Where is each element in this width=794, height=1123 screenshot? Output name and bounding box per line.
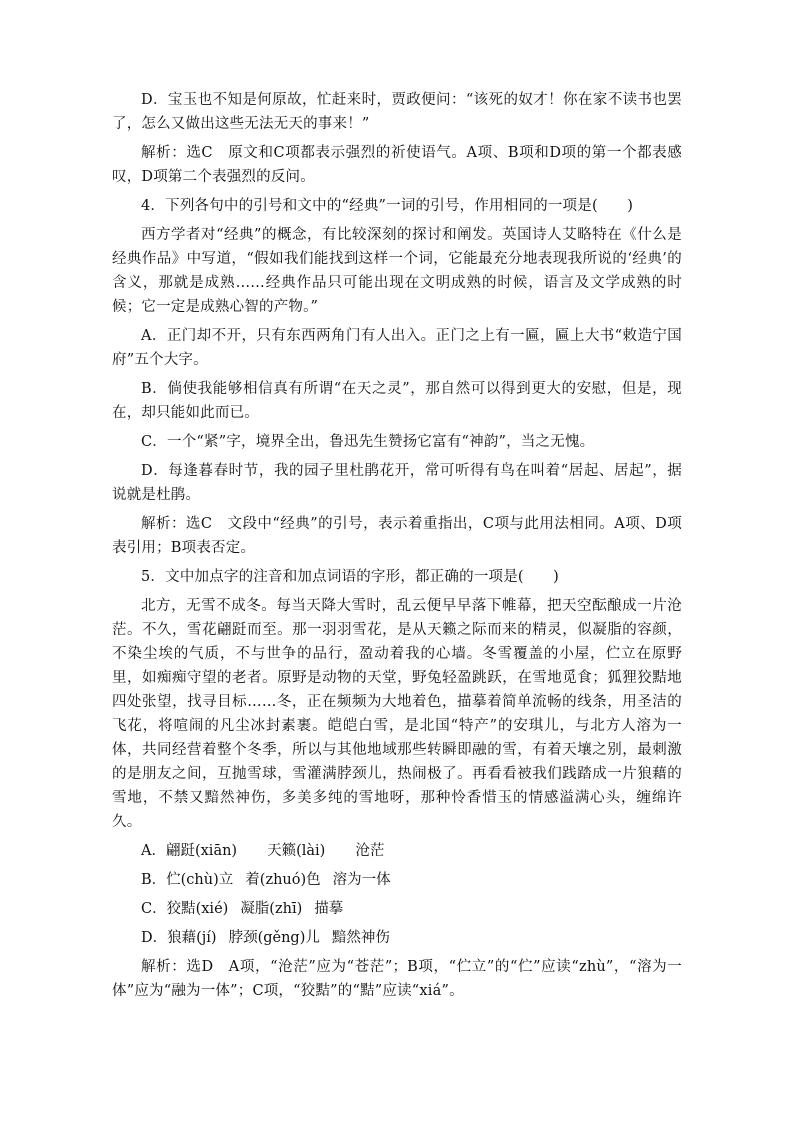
q4-option-a: A．正门却不开，只有东西两角门有人出入。正门之上有一匾，匾上大书“敕造宁国府”五个大字。 <box>112 328 682 368</box>
q4-passage: 西方学者对“经典”的概念，有比较深刻的探讨和阐发。英国诗人艾略特在《什么是经典作品》中写道，“假如我们能找到这样一个词，它能最充分地表现我所说的‘经典’的含义，那就是成熟……经典作品只可能出现在文明成熟的时候，语言及文学成熟的时候；它一定是成熟心智的产物。” <box>112 227 682 315</box>
q3-analysis: 解析：选C 原文和C项都表示强烈的祈使语气。A项、B项和D项的第一个都表感叹，D项第二个表强烈的反问。 <box>112 145 682 185</box>
q4-option-c: C．一个“紧”字，境界全出，鲁迅先生赞扬它富有“神韵”，当之无愧。 <box>141 434 595 450</box>
q5-option-a <box>112 839 682 863</box>
q5-option-a-2: 天籁(lài) <box>267 843 326 859</box>
q3-option-d: D．宝玉也不知是何原故，忙赶来时，贾政便问：“该死的奴才！你在家不读书也罢了，怎么又做出这些无法无天的事来！” <box>112 92 682 132</box>
q5-option-d-1: D．狼藉(jí) <box>141 930 217 946</box>
q5-option-a-1: A．翩跹(xiān) <box>141 843 238 859</box>
q4-stem: 4．下列各句中的引号和文中的“经典”一词的引号，作用相同的一项是( ) <box>141 198 634 214</box>
q5-option-a-3: 沧茫 <box>355 843 385 859</box>
q5-option-b-2: 着(zhuó)色 <box>245 872 321 888</box>
q5-option-b-1: B．伫(chù)立 <box>141 872 234 888</box>
q5-option-b <box>112 868 682 892</box>
q4-analysis: 解析：选C 文段中“经典”的引号，表示着重指出，C项与此用法相同。A项、D项表引用；B项表否定。 <box>112 516 682 556</box>
q5-option-b-3: 溶为一体 <box>332 872 391 888</box>
q5-option-c <box>112 897 682 921</box>
q5-option-c-2: 凝脂(zhī) <box>240 901 303 917</box>
q5-option-d-3: 黯然神伤 <box>331 930 390 946</box>
document-page <box>112 88 682 1008</box>
q4-option-b: B．倘使我能够相信真有所谓“在天之灵”，那自然可以得到更大的安慰，但是，现在，却只能如此而已。 <box>112 381 682 421</box>
q5-option-c-3: 描摹 <box>314 901 344 917</box>
q5-analysis: 解析：选D A项，“沧茫”应为“苍茫”；B项，“伫立”的“伫”应读“zhù”，“溶为一体”应为“融为一体”；C项，“狡黠”的“黠”应读“xiá”。 <box>112 959 682 999</box>
q5-passage: 北方，无雪不成冬。每当天降大雪时，乱云便早早落下帷幕，把天空酝酿成一片沧茫。不久，雪花翩跹而至。那一羽羽雪花，是从天籁之际而来的精灵，似凝脂的容颜，不染尘埃的气质，不与世争的品行，盈动着我的心墙。冬雪覆盖的小屋，伫立在原野里，如痴痴守望的老者。原野是动物的天堂，野兔轻盈跳跃，在雪地觅食；狐狸狡黠地四处张望，找寻目标……冬，正在频频为大地着色，描摹着简单流畅的线条，用圣洁的飞花，将喧闹的凡尘冰封素裹。皑皑白雪，是北国“特产”的安琪儿，与北方人溶为一体，共同经营着整个冬季，所以与其他地域那些转瞬即融的雪，有着天壤之别，最刺激的是朋友之间，互抛雪球，雪灌满脖颈儿，热闹极了。再看看被我们践踏成一片狼藉的雪地，不禁又黯然神伤，多美多纯的雪地呀，那种怜香惜玉的情感溢满心头，缠绵许久。 <box>112 598 682 830</box>
q5-option-d <box>112 926 682 950</box>
q5-option-d-2: 脖颈(gěng)儿 <box>228 930 320 946</box>
q5-stem: 5．文中加点字的注音和加点词语的字形，都正确的一项是( ) <box>141 569 560 585</box>
q5-option-c-1: C．狡黠(xié) <box>141 901 229 917</box>
q4-option-d: D．每逢暮春时节，我的园子里杜鹃花开，常可听得有鸟在叫着“居起、居起”，据说就是杜鹃。 <box>112 463 682 503</box>
